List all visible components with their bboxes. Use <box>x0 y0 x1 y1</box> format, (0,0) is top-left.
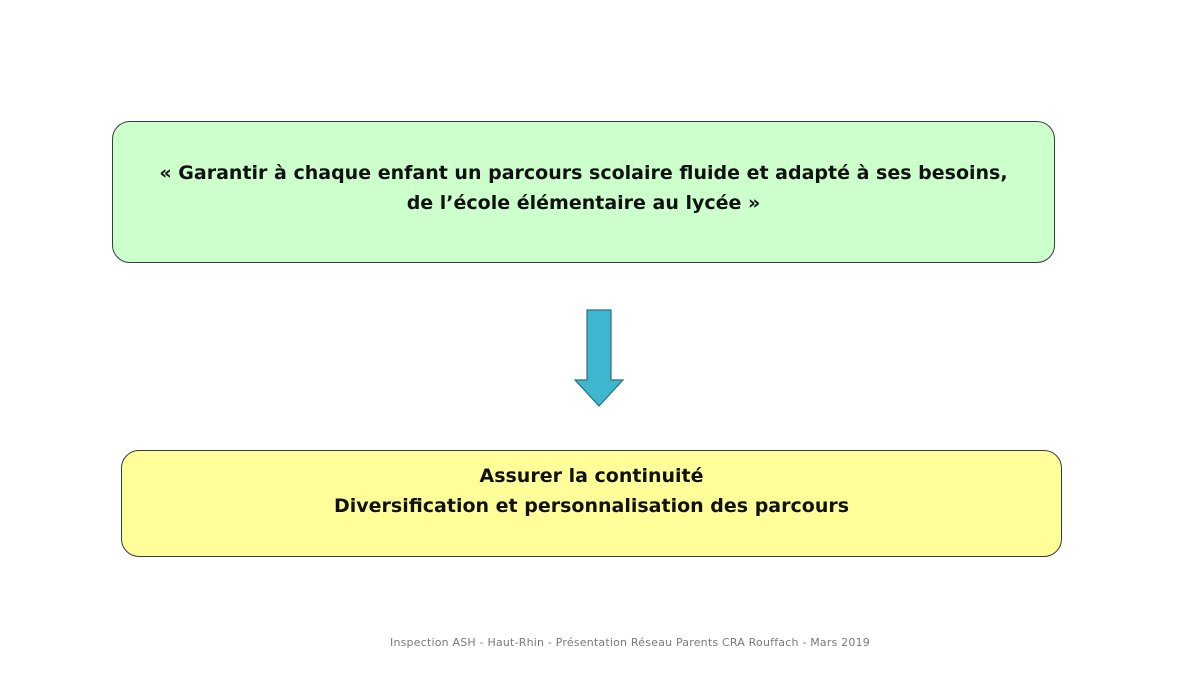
footer-text: Inspection ASH - Haut-Rhin - Présentation Réseau Parents CRA Rouffach - Mars 2019 <box>390 636 870 649</box>
objective-line-2: Diversification et personnalisation des parcours <box>333 495 850 517</box>
goal-line-2: de l’école élémentaire au lycée » <box>406 192 761 214</box>
goal-line-1: « Garantir à chaque enfant un parcours scolaire fluide et adapté à ses besoins, <box>159 162 1008 184</box>
objective-line-1: Assurer la continuité <box>479 465 704 487</box>
goal-box <box>112 121 1055 263</box>
objective-box <box>121 450 1062 557</box>
down-arrow-icon <box>573 309 625 408</box>
